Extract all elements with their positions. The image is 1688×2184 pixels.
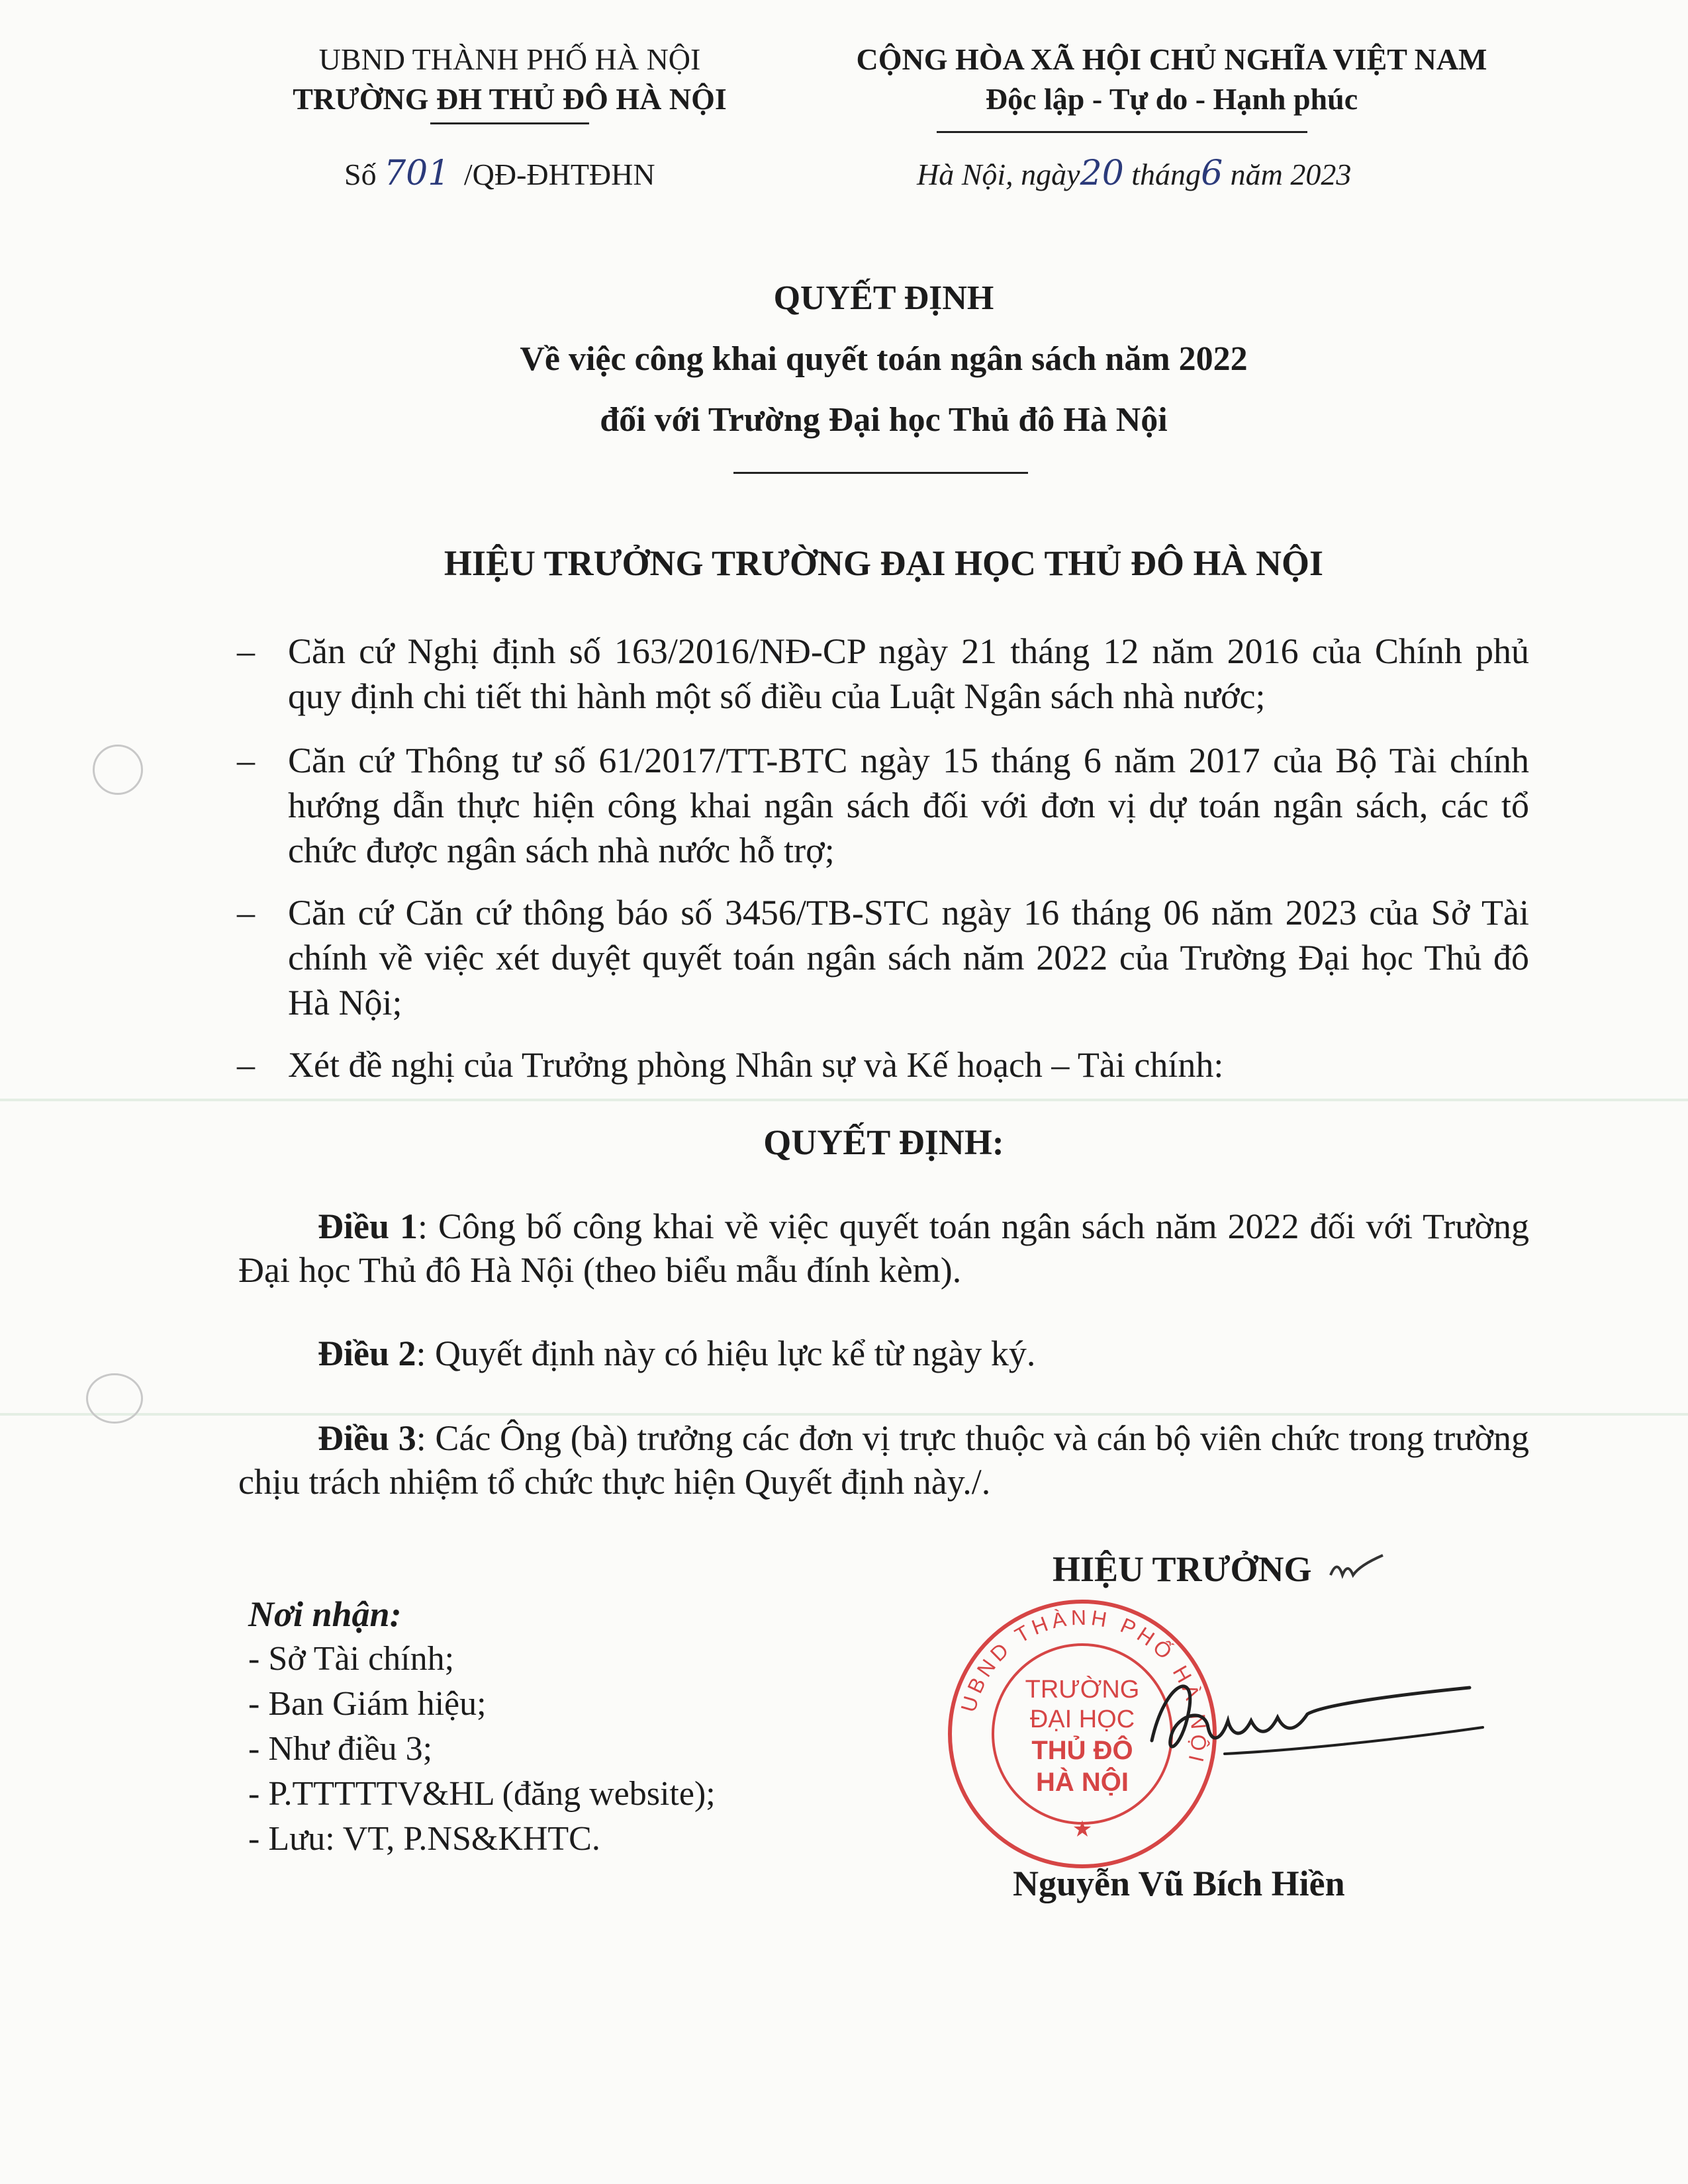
article-3 bbox=[238, 1416, 1529, 1504]
header-left bbox=[252, 40, 768, 119]
recipient-item: - Như điều 3; bbox=[248, 1730, 433, 1768]
recipients-block bbox=[248, 1592, 844, 1862]
legal-basis-text: Căn cứ Căn cứ thông báo số 3456/TB-STC ngày 16 tháng 06 năm 2023 của Sở Tài chính về việc xét duyệt quyết toán ngân sách năm 2022 của Trường Đại học Thủ đô Hà Nội; bbox=[288, 893, 1529, 1023]
title-line-3: đối với Trường Đại học Thủ đô Hà Nội bbox=[600, 401, 1168, 439]
stamp-line: THỦ ĐÔ bbox=[1031, 1736, 1133, 1765]
title-line-2: Về việc công khai quyết toán ngân sách năm 2022 bbox=[520, 340, 1248, 378]
date-month: 6 bbox=[1201, 154, 1223, 193]
issuing-authority-parent: UBND THÀNH PHỐ HÀ NỘI bbox=[318, 42, 701, 76]
stamp-line: TRƯỜNG bbox=[1025, 1676, 1140, 1704]
recipient-item: - Ban Giám hiệu; bbox=[248, 1685, 487, 1723]
title-underline bbox=[733, 472, 1028, 474]
recipient-item: - P.TTTTTV&HL (đăng website); bbox=[248, 1775, 716, 1813]
date-year: năm 2023 bbox=[1230, 158, 1352, 191]
authority-heading: HIỆU TRƯỞNG TRƯỜNG ĐẠI HỌC THỦ ĐÔ HÀ NỘI bbox=[444, 543, 1324, 583]
document-number bbox=[344, 154, 715, 195]
bullet-dash: – bbox=[237, 741, 255, 780]
legal-basis-item bbox=[238, 890, 1529, 1025]
stamp-line: HÀ NỘI bbox=[1036, 1768, 1129, 1797]
title-line-1: QUYẾT ĐỊNH bbox=[773, 279, 994, 317]
recipient-item: - Lưu: VT, P.NS&KHTC. bbox=[248, 1820, 600, 1858]
header-left-underline bbox=[430, 122, 589, 124]
article-1 bbox=[238, 1205, 1529, 1292]
bullet-dash: – bbox=[237, 1045, 255, 1085]
legal-basis-text: Căn cứ Nghị định số 163/2016/NĐ-CP ngày 21 tháng 12 năm 2016 của Chính phủ quy định chi tiết thi hành một số điều của Luật Ngân sách nhà nước; bbox=[288, 631, 1529, 716]
date-month-label: tháng bbox=[1131, 158, 1201, 191]
article-label: Điều 2 bbox=[318, 1334, 416, 1373]
bullet-dash: – bbox=[237, 631, 255, 671]
article-text: : Các Ông (bà) trưởng các đơn vị trực thuộc và cán bộ viên chức trong trường chịu trách nhiệm tổ chức thực hiện Quyết định này./. bbox=[238, 1418, 1530, 1502]
signer-name: Nguyễn Vũ Bích Hiền bbox=[1013, 1864, 1345, 1903]
article-2 bbox=[238, 1332, 1529, 1375]
date-day: 20 bbox=[1080, 154, 1124, 193]
stamp-outer-text: UBND THÀNH PHỐ HÀ NỘI bbox=[956, 1605, 1211, 1768]
number-suffix: /QĐ-ĐHTĐHN bbox=[463, 158, 655, 191]
decision-heading: QUYẾT ĐỊNH: bbox=[763, 1122, 1004, 1162]
document-date bbox=[917, 154, 1513, 195]
recipient-item: - Sở Tài chính; bbox=[248, 1640, 455, 1678]
date-place: Hà Nội, ngày bbox=[917, 158, 1080, 191]
stamp-line: ĐẠI HỌC bbox=[1029, 1706, 1135, 1733]
article-label: Điều 3 bbox=[318, 1418, 416, 1458]
signer-role: HIỆU TRƯỞNG bbox=[1053, 1549, 1312, 1589]
legal-basis-item bbox=[238, 1042, 1529, 1087]
article-text: : Công bố công khai về việc quyết toán ngân sách năm 2022 đối với Trường Đại học Thủ đô Hà Nội (theo biểu mẫu đính kèm). bbox=[238, 1206, 1529, 1290]
initial-mark bbox=[1327, 1552, 1387, 1585]
scan-band bbox=[0, 1099, 1688, 1101]
header-right-underline bbox=[937, 131, 1307, 133]
handwritten-signature bbox=[1125, 1641, 1496, 1800]
number-prefix: Số bbox=[344, 158, 377, 191]
legal-basis-text: Căn cứ Thông tư số 61/2017/TT-BTC ngày 15 tháng 6 năm 2017 của Bộ Tài chính hướng dẫn thực hiện công khai ngân sách đối với đơn vị dự toán ngân sách, các tổ chức được ngân sách nhà nước hỗ trợ; bbox=[288, 741, 1529, 870]
bullet-dash: – bbox=[237, 893, 255, 933]
punch-hole-mark bbox=[86, 1373, 143, 1424]
national-motto: Độc lập - Tự do - Hạnh phúc bbox=[985, 82, 1358, 116]
recipients-heading: Nơi nhận: bbox=[248, 1594, 402, 1634]
legal-basis-item bbox=[238, 738, 1529, 873]
legal-basis-text: Xét đề nghị của Trưởng phòng Nhân sự và Kế hoạch – Tài chính: bbox=[288, 1045, 1224, 1085]
national-title: CỘNG HÒA XÃ HỘI CHỦ NGHĨA VIỆT NAM bbox=[856, 42, 1487, 76]
document-title bbox=[182, 268, 1585, 451]
article-label: Điều 1 bbox=[318, 1206, 418, 1246]
legal-basis-item bbox=[238, 629, 1529, 719]
scan-band bbox=[0, 1413, 1688, 1416]
article-text: : Quyết định này có hiệu lực kể từ ngày ký. bbox=[416, 1334, 1036, 1373]
punch-hole-mark bbox=[93, 745, 143, 795]
header-right bbox=[814, 40, 1529, 119]
stamp-star-icon: ★ bbox=[1072, 1816, 1093, 1843]
number-handwritten: 701 bbox=[384, 154, 450, 193]
issuing-authority: TRƯỜNG ĐH THỦ ĐÔ HÀ NỘI bbox=[293, 82, 727, 116]
